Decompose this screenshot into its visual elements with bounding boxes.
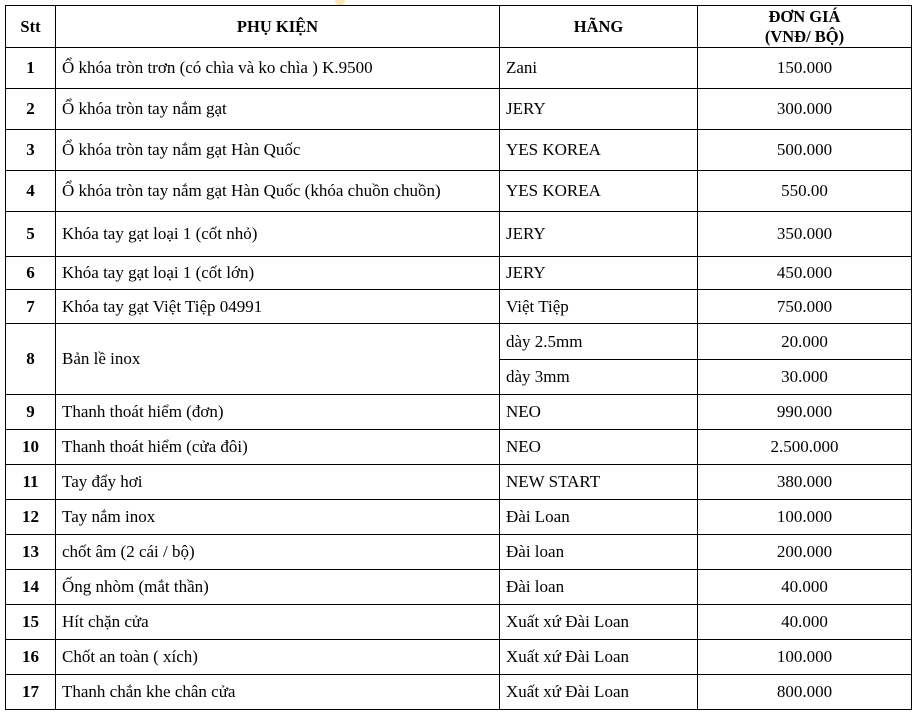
row-item: Khóa tay gạt loại 1 (cốt nhỏ) <box>56 212 500 257</box>
row-price: 100.000 <box>698 500 912 535</box>
row-stt: 4 <box>6 171 56 212</box>
row-item: Tay đẩy hơi <box>56 465 500 500</box>
row-stt: 9 <box>6 395 56 430</box>
row-brand: dày 3mm <box>500 360 698 395</box>
row-brand: JERY <box>500 89 698 130</box>
row-stt: 17 <box>6 675 56 710</box>
row-brand: JERY <box>500 212 698 257</box>
row-item: Bản lề inox <box>56 324 500 395</box>
table-row <box>6 395 912 430</box>
row-stt: 15 <box>6 605 56 640</box>
row-price: 450.000 <box>698 257 912 290</box>
row-brand: Việt Tiệp <box>500 290 698 324</box>
header-stt: Stt <box>6 6 56 48</box>
row-price: 350.000 <box>698 212 912 257</box>
row-brand: Đài loan <box>500 535 698 570</box>
table-row <box>6 212 912 257</box>
row-item: Ổ khóa tròn tay nắm gạt Hàn Quốc (khóa chuồn chuồn) <box>56 171 500 212</box>
row-stt: 2 <box>6 89 56 130</box>
row-brand: NEO <box>500 430 698 465</box>
row-price: 100.000 <box>698 640 912 675</box>
row-price: 800.000 <box>698 675 912 710</box>
table-row <box>6 605 912 640</box>
row-stt: 6 <box>6 257 56 290</box>
row-item: Ống nhòm (mắt thần) <box>56 570 500 605</box>
table-row <box>6 570 912 605</box>
table-row <box>6 290 912 324</box>
row-brand: JERY <box>500 257 698 290</box>
table-row <box>6 640 912 675</box>
price-table <box>5 5 912 710</box>
table-row <box>6 257 912 290</box>
header-item: PHỤ KIỆN <box>56 6 500 48</box>
row-brand: NEW START <box>500 465 698 500</box>
row-stt: 7 <box>6 290 56 324</box>
row-brand: NEO <box>500 395 698 430</box>
row-item: Khóa tay gạt loại 1 (cốt lớn) <box>56 257 500 290</box>
row-price: 40.000 <box>698 570 912 605</box>
table-row <box>6 430 912 465</box>
row-price: 30.000 <box>698 360 912 395</box>
row-item: chốt âm (2 cái / bộ) <box>56 535 500 570</box>
row-brand: YES KOREA <box>500 130 698 171</box>
row-price: 40.000 <box>698 605 912 640</box>
row-brand: dày 2.5mm <box>500 324 698 360</box>
row-brand: Xuất xứ Đài Loan <box>500 640 698 675</box>
row-price: 300.000 <box>698 89 912 130</box>
table-row <box>6 465 912 500</box>
row-price: 990.000 <box>698 395 912 430</box>
row-brand: Đài Loan <box>500 500 698 535</box>
header-brand: HÃNG <box>500 6 698 48</box>
row-price: 380.000 <box>698 465 912 500</box>
row-price: 500.000 <box>698 130 912 171</box>
row-item: Thanh thoát hiểm (cửa đôi) <box>56 430 500 465</box>
table-row <box>6 130 912 171</box>
row-stt: 11 <box>6 465 56 500</box>
row-brand: Xuất xứ Đài Loan <box>500 675 698 710</box>
header-price-line1: ĐƠN GIÁ <box>768 6 841 26</box>
row-item: Ổ khóa tròn tay nắm gạt Hàn Quốc <box>56 130 500 171</box>
table-row <box>6 675 912 710</box>
row-stt: 16 <box>6 640 56 675</box>
row-price: 550.00 <box>698 171 912 212</box>
table-row <box>6 324 912 360</box>
row-price: 2.500.000 <box>698 430 912 465</box>
row-brand: Xuất xứ Đài Loan <box>500 605 698 640</box>
row-price: 20.000 <box>698 324 912 360</box>
row-price: 150.000 <box>698 48 912 89</box>
table-row <box>6 89 912 130</box>
table-row <box>6 500 912 535</box>
table-row <box>6 535 912 570</box>
row-item: Ổ khóa tròn tay nắm gạt <box>56 89 500 130</box>
table-row <box>6 171 912 212</box>
table-row <box>6 48 912 89</box>
row-price: 200.000 <box>698 535 912 570</box>
row-stt: 1 <box>6 48 56 89</box>
row-stt: 10 <box>6 430 56 465</box>
row-item: Tay nắm inox <box>56 500 500 535</box>
row-item: Hít chặn cửa <box>56 605 500 640</box>
row-brand: YES KOREA <box>500 171 698 212</box>
row-stt: 12 <box>6 500 56 535</box>
row-item: Thanh chắn khe chân cửa <box>56 675 500 710</box>
row-stt: 5 <box>6 212 56 257</box>
row-price: 750.000 <box>698 290 912 324</box>
row-brand: Zani <box>500 48 698 89</box>
row-item: Thanh thoát hiểm (đơn) <box>56 395 500 430</box>
header-price <box>698 6 912 48</box>
row-item: Khóa tay gạt Việt Tiệp 04991 <box>56 290 500 324</box>
row-stt: 13 <box>6 535 56 570</box>
header-price-line2: (VNĐ/ BỘ) <box>764 26 845 46</box>
header-row <box>6 6 912 48</box>
row-stt: 3 <box>6 130 56 171</box>
row-stt: 14 <box>6 570 56 605</box>
row-item: Ổ khóa tròn trơn (có chìa và ko chìa ) K.9500 <box>56 48 500 89</box>
row-brand: Đài loan <box>500 570 698 605</box>
row-stt: 8 <box>6 324 56 395</box>
row-item: Chốt an toàn ( xích) <box>56 640 500 675</box>
